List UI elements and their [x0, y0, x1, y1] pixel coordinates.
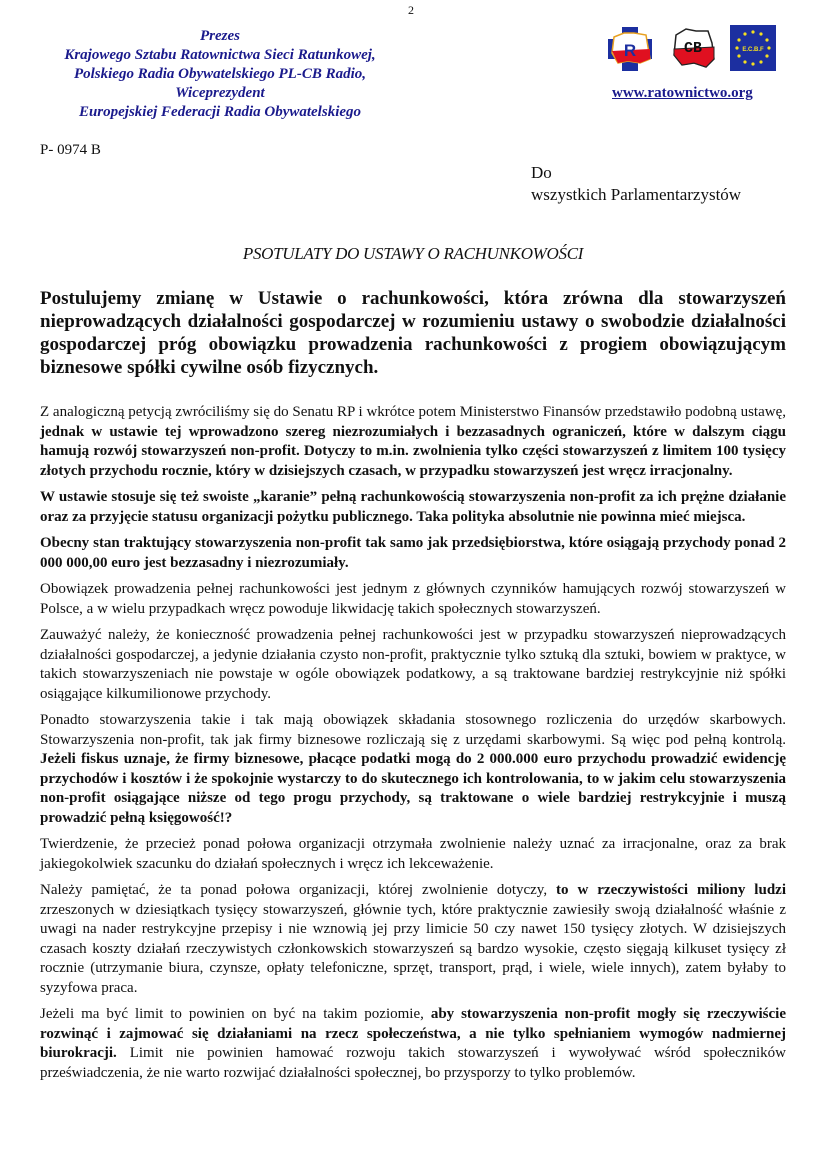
text-run: Zauważyć należy, że konieczność prowadzenia pełnej rachunkowości jest w przypadku stowarzyszeń nieprowadzących działalności gospodarczej, a jedynie działania czysto non-profit, praktycznie tylko sztuką dla sztuki, bowiem w praktyce, w takich stowarzyszeniach nie powstaje w ogóle obowiązek podatkowy, a są traktowane bardziej restrykcyjnie niż spółki osiągające kilkumilionowe przychody. [40, 627, 786, 702]
body-paragraph [40, 534, 786, 573]
cb-radio-logo-letters: CB [683, 40, 703, 57]
text-run: Obowiązek prowadzenia pełnej rachunkowości jest jednym z głównych czynników hamujących rozwój stowarzyszeń w Polsce, a w wielu przypadkach wręcz powoduje likwidację takich społecznych stowarzyszeń. [40, 581, 786, 617]
body-paragraph [40, 711, 786, 828]
body-paragraph [40, 626, 786, 704]
body-paragraph [40, 835, 786, 874]
document-body [40, 403, 786, 1090]
document-title: PSOTULATY DO USTAWY O RACHUNKOWOŚCI [242, 244, 584, 263]
body-paragraph [40, 403, 786, 481]
bold-text-run: aby stowarzyszenia non-profit mogły się rzeczywiście rozwinąć i zajmować się działaniami na rzecz społeczeństwa, a nie tylko spełnianiem wymogów nadmiernej biurokracji. [40, 1006, 786, 1061]
text-run: Ponadto stowarzyszenia takie i tak mają obowiązek składania stosownego rozliczenia do urzędów skarbowych. Stowarzyszenia non-profit, tak jak firmy biznesowe rozliczają się z urzędami skarbowymi. Są więc pod pełną kontrolą. [40, 712, 786, 748]
logo-group [606, 25, 786, 73]
header-line: Polskiego Radia Obywatelskiego PL-CB Radio, [73, 66, 367, 82]
body-paragraph [40, 1005, 786, 1083]
header-line: Wiceprezydent [175, 85, 265, 101]
website-link[interactable]: www.ratownictwo.org [612, 85, 753, 101]
ratownictwo-logo [606, 25, 654, 73]
bold-text-run: Jeżeli fiskus uznaje, że firmy biznesowe, płacące podatki mogą do 2 000.000 euro przychodu prowadzić ewidencję przychodów i kosztów i że spokojnie wystarczy to do skutecznego ich kontrolowania, to w jakim celu stowarzyszenia non-profit osiągające niższe od tego progu przychody, są traktowane o wiele bardziej restrykcyjnie i muszą prowadzić pełną księgowość!? [40, 751, 786, 826]
text-run: Jeżeli ma być limit to powinien on być na takim poziomie, [40, 1006, 431, 1022]
text-run: Twierdzenie, że przecież ponad połowa organizacji otrzymała zwolnienie należy uznać za irracjonalne, oraz za brak jakiegokolwiek szacunku do działań społecznych i wręcz ich lekceważenie. [40, 836, 786, 872]
cb-radio-logo [670, 25, 716, 71]
body-paragraph [40, 881, 786, 998]
text-run: zrzeszonych w dziesiątkach tysięcy stowarzyszeń, głównie tych, które praktycznie zawiesiły swoją działalność właśnie z uwagi na nader restrykcyjne przepisy i nie wznowią jej przy limicie 50 czy nawet 150 tysięcy złotych. W dzisiejszych czasach koszty działań rzeczywistych członkowskich stowarzyszeń są bardzo wysokie, często sięgają kilkuset tysięcy zł rocznie (utrzymanie biura, czynsze, opłaty telefoniczne, sprzęt, transport, prąd, i wiele, wiele innych), zatem byłaby to syzyfowa praca. [40, 901, 786, 996]
text-run: Z analogiczną petycją zwróciliśmy się do Senatu RP i wkrótce potem Ministerstwo Finansów przedstawiło podobną ustawę, [40, 404, 786, 420]
addressee-line-2: wszystkich Parlamentarzystów [531, 185, 742, 204]
bold-text-run: to w rzeczywistości miliony ludzi [556, 882, 786, 898]
ecbf-logo-text: E.C.B.F [742, 47, 764, 53]
reference-number: P- 0974 B [40, 142, 101, 158]
header-line: Krajowego Sztabu Ratownictwa Sieci Ratunkowej, [64, 47, 376, 63]
addressee-line-1: Do [531, 163, 552, 182]
text-run: Limit nie powinien hamować rozwoju takich stowarzyszeń i wywoływać wśród społeczników przeświadczenia, że nie warto rozwijać działalności społecznej, bo przysporzy to tylko problemów. [40, 1045, 786, 1081]
addressee [531, 162, 741, 206]
header-line: Prezes [200, 28, 240, 44]
body-paragraph [40, 580, 786, 619]
bold-text-run: Obecny stan traktujący stowarzyszenia non-profit tak samo jak przedsiębiorstwa, które osiągają przychody ponad 2 000 000,00 euro jest bezzasadny i niezrozumiały. [40, 535, 786, 571]
body-paragraph [40, 488, 786, 527]
ecbf-logo [730, 25, 776, 71]
ratownictwo-logo-letter: R [623, 41, 637, 60]
sender-header [30, 27, 410, 122]
lead-paragraph: Postulujemy zmianę w Ustawie o rachunkowości, która zrówna dla stowarzyszeń nieprowadzących działalności gospodarczej w rozumieniu ustawy o swobodzie działalności gospodarczej próg obowiązku prowadzenia rachunkowości z progiem obowiązującym biznesowe spółki cywilne osób fizycznych. [40, 288, 786, 378]
header-line: Europejskiej Federacji Radia Obywatelskiego [78, 104, 362, 120]
page-number: 2 [408, 3, 414, 17]
bold-text-run: W ustawie stosuje się też swoiste „karanie” pełną rachunkowością stowarzyszenia non-profit za ich prężne działanie oraz za przyjęcie statusu organizacji pożytku publicznego. Taka polityka absolutnie nie powinna mieć miejsca. [40, 489, 786, 525]
bold-text-run: jednak w ustawie tej wprowadzono szereg niezrozumiałych i bezzasadnych ograniczeń, które w dalszym ciągu hamują rozwój stowarzyszeń non-profit. Dotyczy to m.in. zwolnienia tylko części stowarzyszeń z limitem 100 tysięcy złotych przychodu rocznie, który w dzisiejszych czasach, w przypadku stowarzyszeń jest wręcz irracjonalny. [40, 423, 786, 479]
text-run: Należy pamiętać, że ta ponad połowa organizacji, której zwolnienie dotyczy, [40, 882, 557, 898]
